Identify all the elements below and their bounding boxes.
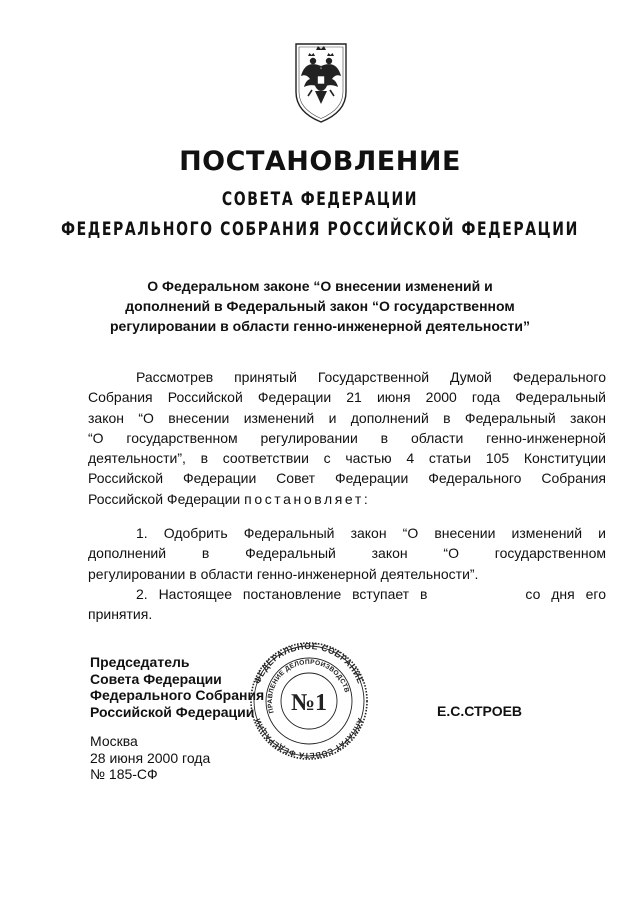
intro-line: Российской Федерации (88, 490, 241, 507)
subject-line: О Федеральном законе “О внесении изменений и (147, 278, 493, 294)
signer-line: Председатель (90, 654, 190, 670)
signer-line: Российской Федерации (90, 703, 255, 720)
issuer-line-1: СОВЕТА ФЕДЕРАЦИИ (221, 189, 419, 211)
russian-coat-of-arms-icon (290, 38, 352, 126)
document-number: № 185-СФ (90, 766, 158, 782)
seal-number: №1 (290, 690, 328, 716)
subject-line: дополнений в Федеральный закон “О государственном (125, 298, 515, 314)
item-2-line: принятия. (88, 606, 153, 623)
item-1-line: 1. Одобрить Федеральный закон “О внесении изменений и (136, 525, 606, 541)
date: 28 июня 2000 года (90, 749, 211, 766)
document-subject (110, 276, 530, 336)
intro-line: Рассмотрев принятый Государственной Думой Федерального (136, 369, 606, 385)
document-title: ПОСТАНОВЛЕНИЕ (179, 146, 461, 177)
document-place-date (90, 733, 210, 783)
seal-outer-bottom-text: АППАРАТ СОВЕТА ФЕДЕРАЦИИ (253, 716, 365, 761)
issuer-line-2: ФЕДЕРАЛЬНОГО СОБРАНИЯ РОССИЙСКОЙ ФЕДЕРАЦИИ (61, 219, 579, 241)
signer-line: Совета Федерации (90, 670, 222, 687)
signer-name: Е.С.СТРОЕВ (437, 703, 523, 719)
intro-line: Собрания Российской Федерации 21 июня 2000 года Федеральный (88, 389, 606, 406)
seal-inner-text: УПРАВЛЕНИЕ ДЕЛОПРОИЗВОДСТВА (266, 658, 350, 714)
seal-outer-top-text: ФЕДЕРАЛЬНОЕ СОБРАНИЕ (252, 640, 366, 686)
item-1-line: регулировании в области генно-инженерной деятельности”. (88, 565, 479, 582)
intro-line: закон “О внесении изменений и дополнений в Федеральный закон (88, 409, 606, 426)
item-1-line: дополнений в Федеральный закон “О государственном (88, 545, 606, 562)
intro-line: Российской Федерации Совет Федерации Федерального Собрания (88, 470, 606, 487)
subject-line: регулировании в области генно-инженерной деятельности” (110, 318, 530, 334)
intro-line: деятельности”, в соответствии с частью 4 статьи 105 Конституции (88, 450, 606, 467)
decree-word: постановляет: (244, 490, 371, 507)
official-seal (248, 640, 370, 762)
intro-line-final (88, 489, 606, 509)
decision-items (88, 523, 606, 624)
svg-text:АППАРАТ СОВЕТА ФЕДЕРАЦИИ (253, 717, 365, 760)
signer-line: Федерального Собрания (90, 687, 265, 703)
item-2-line: 2. Настоящее постановление вступает в со дня его (136, 585, 606, 602)
intro-paragraph (88, 367, 606, 509)
signer-position (90, 654, 264, 720)
intro-line: “О государственном регулировании в области генно-инженерной (88, 429, 606, 446)
city: Москва (90, 733, 138, 749)
